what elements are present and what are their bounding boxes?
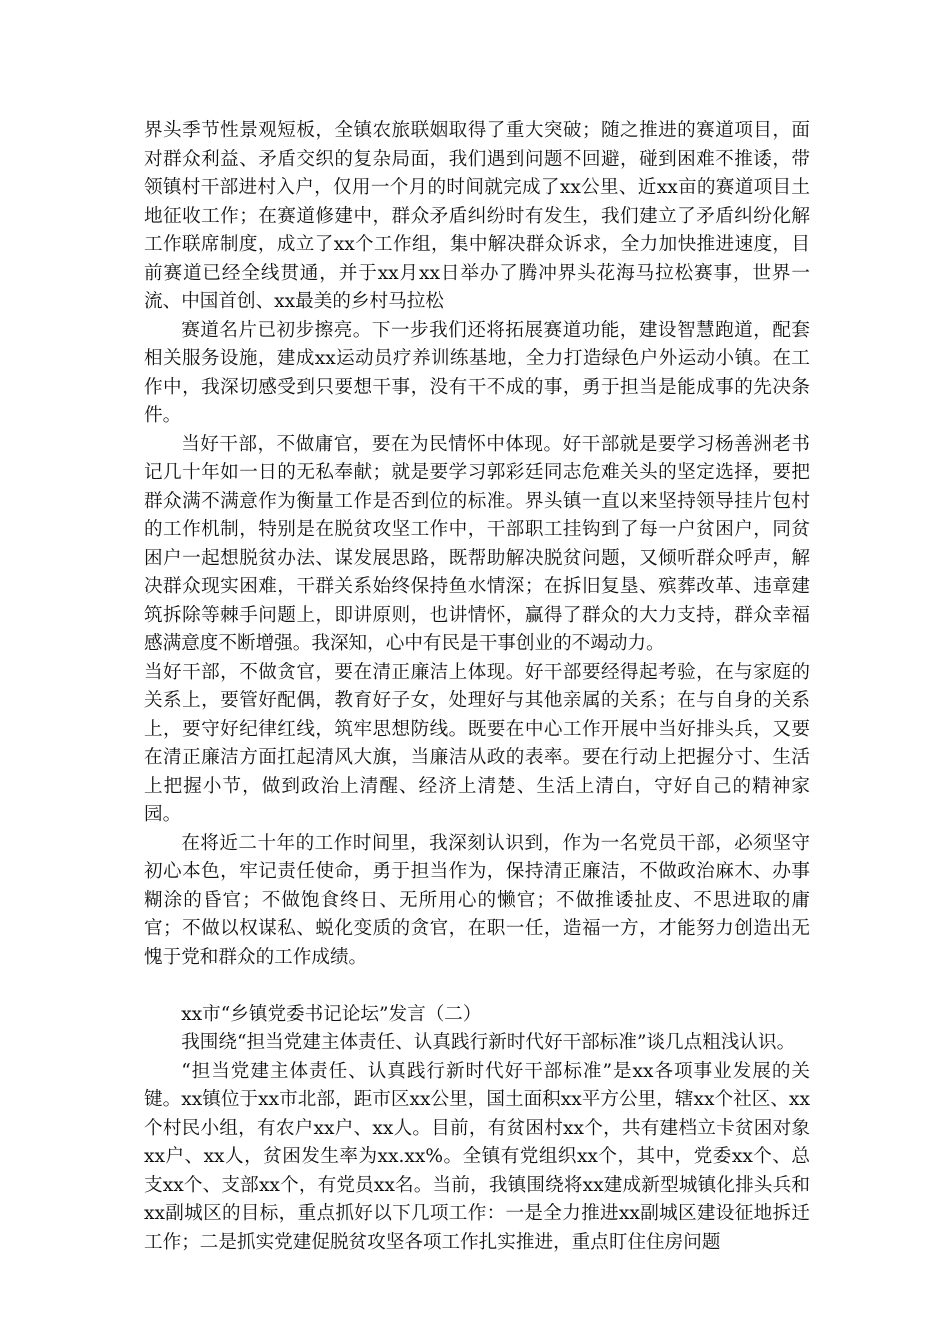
- body-paragraph: “担当党建主体责任、认真践行新时代好干部标准”是xx各项事业发展的关键。xx镇位于xx市北部，距市区xx公里，国土面积xx平方公里，辖xx个社区、xx个村民小组，有农户xx户、xx人。目前，有贫困村xx个，共有建档立卡贫困对象xx户、xx人，贫困发生率为xx.xx%。全镇有党组织xx个，其中，党委xx个、总支xx个、支部xx个，有党员xx名。当前，我镇围绕将xx建成新型城镇化排头兵和xx副城区的目标，重点抓好以下几项工作：一是全力推进xx副城区建设征地拆迁工作；二是抓实党建促脱贫攻坚各项工作扎实推进，重点盯住住房问题: [144, 1060, 810, 1253]
- body-paragraph: 当好干部，不做贪官，要在清正廉洁上体现。好干部要经得起考验，在与家庭的关系上，要管好配偶，教育好子女，处理好与其他亲属的关系；在与自身的关系上，要守好纪律红线，筑牢思想防线。既要在中心工作开展中当好排头兵，又要在清正廉洁方面扛起清风大旗，当廉洁从政的表率。要在行动上把握分寸、生活上把握小节，做到政治上清醒、经济上清楚、生活上清白，守好自己的精神家园。: [144, 661, 810, 825]
- body-paragraph: 当好干部，不做庸官，要在为民情怀中体现。好干部就是要学习杨善洲老书记几十年如一日的无私奉献；就是要学习郭彩廷同志危难关头的坚定选择，要把群众满不满意作为衡量工作是否到位的标准。界头镇一直以来坚持领导挂片包村的工作机制，特别是在脱贫攻坚工作中，干部职工挂钩到了每一户贫困户，同贫困户一起想脱贫办法、谋发展思路，既帮助解决脱贫问题，又倾听群众呼声，解决群众现实困难，干群关系始终保持鱼水情深；在拆旧复垦、殡葬改革、违章建筑拆除等棘手问题上，即讲原则，也讲情怀，赢得了群众的大力支持，群众幸福感满意度不断增强。我深知，心中有民是干事创业的不竭动力。: [144, 433, 810, 654]
- section-title: xx市“乡镇党委书记论坛”发言（二）: [181, 1003, 482, 1025]
- body-paragraph: 赛道名片已初步擦亮。下一步我们还将拓展赛道功能，建设智慧跑道，配套相关服务设施，建成xx运动员疗养训练基地，全力打造绿色户外运动小镇。在工作中，我深切感受到只要想干事，没有干不成的事，勇于担当是能成事的先决条件。: [144, 319, 810, 426]
- body-paragraph: 界头季节性景观短板，全镇农旅联姻取得了重大突破；随之推进的赛道项目，面对群众利益、矛盾交织的复杂局面，我们遇到问题不回避，碰到困难不推诿，带领镇村干部进村入户，仅用一个月的时间就完成了xx公里、近xx亩的赛道项目土地征收工作；在赛道修建中，群众矛盾纠纷时有发生，我们建立了矛盾纠纷化解工作联席制度，成立了xx个工作组，集中解决群众诉求，全力加快推进速度，目前赛道已经全线贯通，并于xx月xx日举办了腾冲界头花海马拉松赛事，世界一流、中国首创、xx最美的乡村马拉松: [144, 120, 810, 312]
- paragraph-spacer: [144, 972, 810, 1001]
- body-paragraph: 在将近二十年的工作时间里，我深刻认识到，作为一名党员干部，必须坚守初心本色，牢记责任使命，勇于担当作为，保持清正廉洁，不做政治麻木、办事糊涂的昏官；不做饱食终日、无所用心的懒官；不做推诿扯皮、不思进取的庸官；不做以权谋私、蜕化变质的贪官，在职一任，造福一方，才能努力创造出无愧于党和群众的工作成绩。: [144, 832, 810, 968]
- body-paragraph: 我围绕“担当党建主体责任、认真践行新时代好干部标准”谈几点粗浅认识。: [181, 1032, 796, 1053]
- document-page: [144, 117, 810, 1257]
